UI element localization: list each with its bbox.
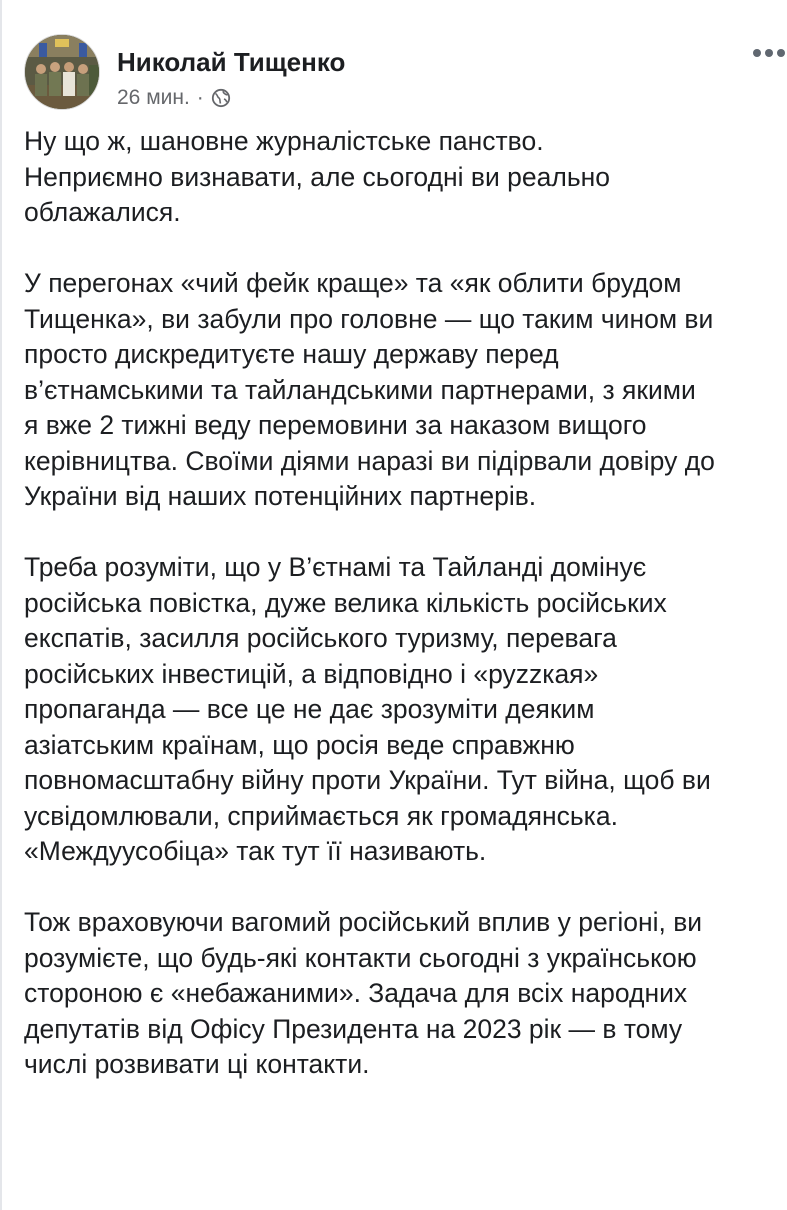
globe-icon[interactable] <box>211 88 231 108</box>
text-line: Тищенка», ви забули про головне — що таким чином ви <box>24 303 714 334</box>
text-line: Неприємно визнавати, але сьогодні ви реально <box>24 161 611 192</box>
text-line: просто дискредитуєте нашу державу перед <box>24 339 559 369</box>
text-line: керівництва. Своїми діями наразі ви підірвали довіру до <box>24 445 715 476</box>
text-line: азіатським країнам, що росія веде справжню <box>24 729 575 760</box>
text-line: числі розвивати ці контакти. <box>24 1049 370 1079</box>
text-line: України від наших потенційних партнерів. <box>24 481 537 511</box>
text-line: розумієте, що будь-які контакти сьогодні з українською <box>24 942 697 973</box>
post-meta <box>117 86 231 110</box>
text-line: усвідомлювали, сприймається як громадянська. <box>24 800 618 831</box>
left-edge-divider <box>0 0 2 1210</box>
post-paragraph-3 <box>24 550 774 870</box>
author-avatar[interactable] <box>24 34 100 110</box>
post-timestamp[interactable]: 26 мин. <box>117 86 190 109</box>
post-paragraph-1 <box>24 124 774 231</box>
text-line: У перегонах «чий фейк краще» та «як облити брудом <box>24 268 682 298</box>
meta-separator: · <box>196 86 204 109</box>
more-options-button[interactable] <box>749 42 787 66</box>
text-line: в’єтнамськими та тайландськими партнерами, з якими <box>24 374 696 405</box>
text-line: пропаганда — все це не дає зрозуміти деяким <box>24 694 595 724</box>
text-line: стороною є «небажаними». Задача для всіх народних <box>24 978 688 1008</box>
text-line: Треба розуміти, що у В’єтнамі та Тайланді домінує <box>24 552 647 582</box>
text-line: Ну що ж, шановне журналістське панство. <box>24 126 544 156</box>
text-line: депутатів від Офісу Президента на 2023 рік — в тому <box>24 1013 683 1044</box>
avatar-photo <box>25 35 99 109</box>
text-line: російська повістка, дуже велика кількість російських <box>24 587 667 618</box>
more-options-icon <box>752 45 786 63</box>
post-paragraph-4 <box>24 905 774 1083</box>
post-body <box>24 124 774 1118</box>
text-line: облажалися. <box>24 197 181 227</box>
author-name[interactable]: Николай Тищенко <box>117 47 346 77</box>
text-line: російських інвестицій, а відповідно і «руzzкая» <box>24 658 599 689</box>
text-line: повномасштабну війну проти України. Тут війна, щоб ви <box>24 765 711 795</box>
text-line: експатів, засилля російського туризму, перевага <box>24 623 617 653</box>
text-line: я вже 2 тижні веду перемовини за наказом вищого <box>24 410 647 440</box>
text-line: «Междуусобіца» так тут її називають. <box>24 836 487 866</box>
post-header <box>24 34 784 114</box>
post-paragraph-2 <box>24 266 774 515</box>
text-line: Тож враховуючи вагомий російський вплив у регіоні, ви <box>24 907 703 937</box>
